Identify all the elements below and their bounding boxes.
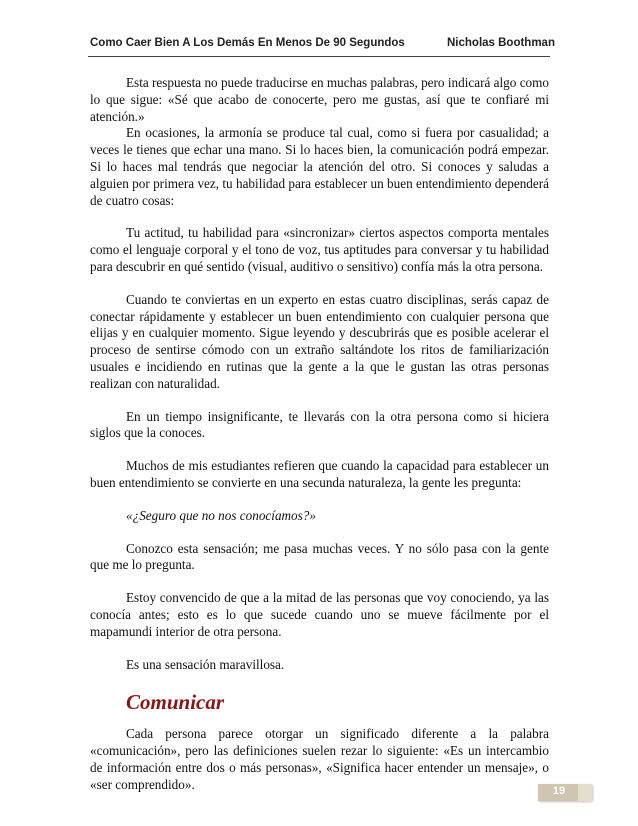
body-text — [90, 75, 549, 794]
header-rule — [88, 56, 550, 57]
paragraph-3: Tu actitud, tu habilidad para «sincronizar» ciertos aspectos comporta mentales como el lenguaje corporal y el tono de voz, tus aptitudes para conversar y tu habilidad para descubrir en qué sentido (visual, auditivo o sensitivo) confía más la otra persona. — [90, 225, 549, 274]
paragraph-8: Conozco esta sensación; me pasa muchas veces. Y no sólo pasa con la gente que me lo pregunta. — [90, 540, 549, 573]
paragraph-5: En un tiempo insignificante, te llevarás con la otra persona como si hiciera siglos que la conoces. — [90, 408, 549, 441]
page-number-badge — [538, 784, 592, 801]
paragraph-9: Estoy convencido de que a la mitad de las personas que voy conociendo, ya las conocía antes; esto es lo que sucede cuando uno se mueve fácilmente por el mapamundi interior de otra persona. — [90, 590, 549, 639]
paragraph-11: Cada persona parece otorgar un significado diferente a la palabra «comunicación», pero las definiciones suelen rezar lo siguiente: «Es un intercambio de información entre dos o más personas», «Significa hacer entender un mensaje», o «ser comprendido». — [90, 726, 549, 792]
paragraph-10: Es una sensación maravillosa. — [126, 656, 285, 672]
quote-paragraph: «¿Seguro que no nos conocíamos?» — [126, 507, 316, 523]
paragraph-1: Esta respuesta no puede traducirse en muchas palabras, pero indicará algo como lo que sigue: «Sé que acabo de conocerte, pero me gustas, así que te confiaré mi atención.» — [90, 75, 549, 124]
page-number: 19 — [552, 785, 566, 797]
paragraph-2: En ocasiones, la armonía se produce tal cual, como si fuera por casualidad; a veces le tienes que echar una mano. Si lo haces bien, la comunicación podrá empezar. Si lo haces mal tendrás que negociar la atención del otro. Si conoces y saludas a alguien por primera vez, tu habilidad para establecer un buen entendimiento dependerá de cuatro cosas: — [90, 125, 549, 208]
header-book-title: Como Caer Bien A Los Demás En Menos De 90 Segundos — [90, 37, 405, 49]
header-author: Nicholas Boothman — [447, 37, 555, 49]
page-number-tab — [578, 784, 592, 801]
paragraph-6: Muchos de mis estudiantes refieren que cuando la capacidad para establecer un buen entendimiento se convierte en una secunda naturaleza, la gente les pregunta: — [90, 458, 549, 490]
paragraph-4: Cuando te conviertas en un experto en estas cuatro disciplinas, serás capaz de conectar rápidamente y establecer un buen entendimiento con cualquier persona que elijas y en cualquier momento. Sigue leyendo y descubrirás que es posible acelerar el proceso de sentirse cómodo con un extraño saltándote los ritos de familiarización usuales e incidiendo en rutinas que la gente a la que le gustan las otras personas realizan con naturalidad. — [90, 291, 549, 391]
section-title: Comunicar — [126, 690, 225, 715]
